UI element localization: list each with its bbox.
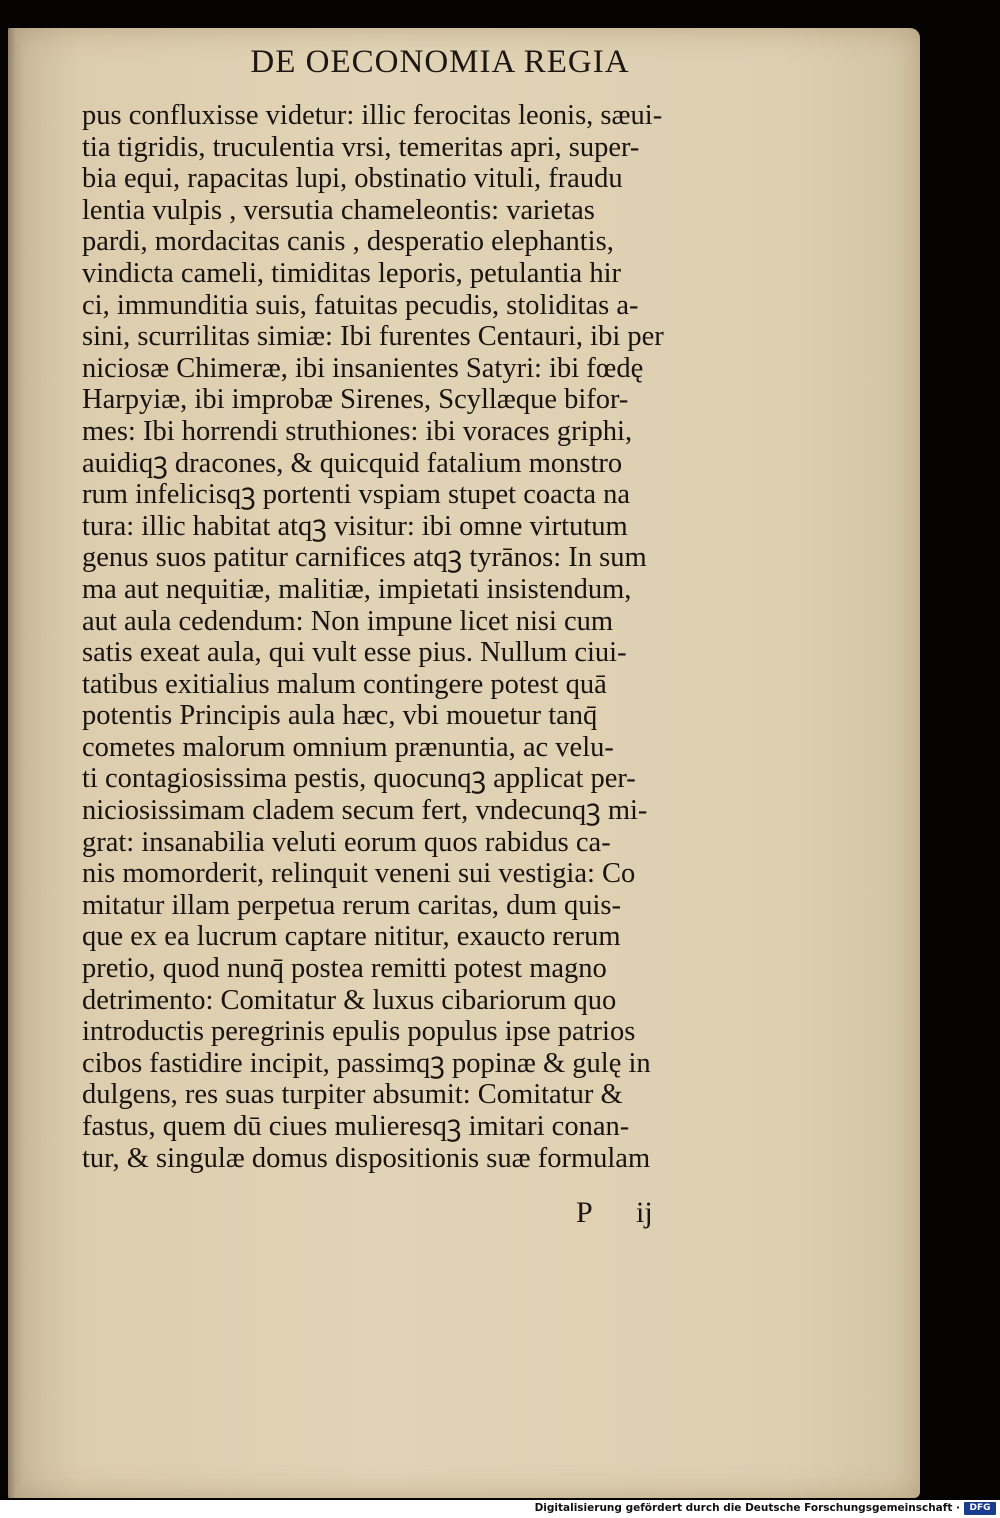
- text-line: que ex ea lucrum captare nititur, exaucto rerum: [82, 921, 621, 953]
- text-line: vindicta cameli, timiditas leporis, petulantia hir: [82, 257, 621, 289]
- digitization-footer: [0, 1500, 1000, 1518]
- text-line: pardi, mordacitas canis , desperatio elephantis,: [82, 226, 614, 258]
- text-line: ti contagiosissima pestis, quocunqꝫ applicat per-: [82, 763, 636, 795]
- text-line: introductis peregrinis epulis populus ipse patrios: [82, 1016, 636, 1048]
- text-line: pus confluxisse videtur: illic ferocitas leonis, sæui-: [82, 100, 663, 131]
- text-line: dulgens, res suas turpiter absumit: Comitatur &: [82, 1079, 623, 1111]
- text-line: detrimento: Comitatur & luxus cibariorum quo: [82, 984, 617, 1016]
- text-line: auidiqꝫ dracones, & quicquid fatalium monstro: [82, 447, 623, 479]
- text-line: bia equi, rapacitas lupi, obstinatio vituli, fraudu: [82, 163, 623, 195]
- text-line: nis momorderit, relinquit veneni sui vestigia: Co: [82, 858, 636, 890]
- text-line: fastus, quem dū ciues mulieresqꝫ imitari conan-: [82, 1111, 630, 1142]
- text-line: potentis Principis aula hæc, vbi mouetur tanq̄: [82, 700, 598, 732]
- text-line: grat: insanabilia veluti eorum quos rabidus ca-: [82, 826, 611, 858]
- folio-number: ij: [636, 1196, 653, 1229]
- text-line: sini, scurrilitas simiæ: Ibi furentes Centauri, ibi per: [82, 321, 664, 353]
- text-line: tatibus exitialius malum contingere potest quā: [82, 668, 607, 700]
- text-line: tia tigridis, truculentia vrsi, temeritas apri, super-: [82, 131, 640, 163]
- text-line: ci, immunditia suis, fatuitas pecudis, stoliditas a-: [82, 289, 639, 321]
- text-line: tur, & singulæ domus dispositionis suæ formulam: [82, 1142, 651, 1174]
- text-line: ma aut nequitiæ, malitiæ, impietati insistendum,: [82, 573, 632, 605]
- text-line: Harpyiæ, ibi improbæ Sirenes, Scyllæque bifor-: [82, 384, 629, 416]
- text-line: tura: illic habitat atqꝫ visitur: ibi omne virtutum: [82, 510, 628, 542]
- text-line: genus suos patitur carnifices atqꝫ tyrānos: In sum: [82, 542, 647, 574]
- text-line: rum infelicisqꝫ portenti vspiam stupet coacta na: [82, 479, 630, 511]
- text-line: satis exeat aula, qui vult esse pius. Nullum ciui-: [82, 637, 627, 669]
- text-line: niciosissimam cladem secum fert, vndecunqꝫ mi-: [82, 795, 648, 827]
- text-line: lentia vulpis , versutia chameleontis: varietas: [82, 194, 595, 226]
- text-line: mitatur illam perpetua rerum caritas, dum quis-: [82, 889, 621, 921]
- text-line: niciosæ Chimeræ, ibi insanientes Satyri: ibi fœdę: [82, 352, 644, 384]
- dfg-logo: DFG: [964, 1502, 996, 1515]
- signature-mark: P: [576, 1196, 595, 1229]
- page-binding-edge: [8, 28, 22, 1498]
- text-line: aut aula cedendum: Non impune licet nisi cum: [82, 605, 614, 637]
- text-line: pretio, quod nunq̄ postea remitti potest magno: [82, 953, 607, 985]
- running-head: DE OECONOMIA REGIA: [250, 44, 630, 80]
- text-line: cometes malorum omnium prænuntia, ac velu-: [82, 731, 614, 763]
- body-text: [82, 100, 732, 1174]
- funding-credit: Digitalisierung gefördert durch die Deutsche Forschungsgemeinschaft ·: [534, 1502, 960, 1514]
- text-line: cibos fastidire incipit, passimqꝫ popinæ & gulę in: [82, 1047, 651, 1079]
- text-line: mes: Ibi horrendi struthiones: ibi voraces griphi,: [82, 415, 633, 447]
